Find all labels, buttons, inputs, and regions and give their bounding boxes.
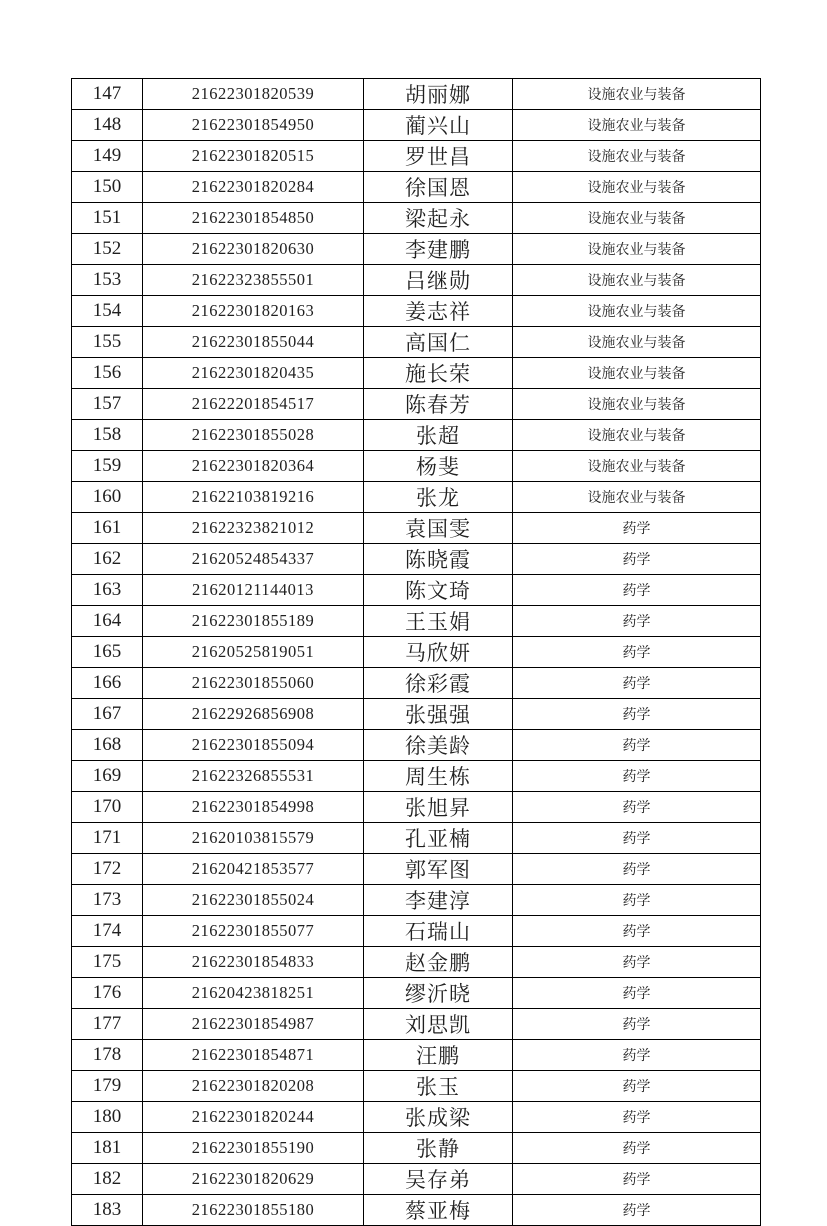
table-row <box>72 1164 761 1195</box>
serial-number-cell: 149 <box>72 141 143 172</box>
student-name-cell: 陈文琦 <box>364 575 513 606</box>
student-name-cell: 陈春芳 <box>364 389 513 420</box>
candidate-id-cell: 21622301855190 <box>143 1133 364 1164</box>
major-cell: 药学 <box>513 978 761 1009</box>
major-cell: 药学 <box>513 699 761 730</box>
student-name-cell: 蔡亚梅 <box>364 1195 513 1226</box>
serial-number-cell: 147 <box>72 79 143 110</box>
table-row <box>72 513 761 544</box>
major-cell: 药学 <box>513 637 761 668</box>
table-row <box>72 544 761 575</box>
major-cell: 药学 <box>513 606 761 637</box>
table-row <box>72 79 761 110</box>
student-name-cell: 马欣妍 <box>364 637 513 668</box>
candidate-id-cell: 21622301855024 <box>143 885 364 916</box>
student-name-cell: 张静 <box>364 1133 513 1164</box>
serial-number-cell: 160 <box>72 482 143 513</box>
candidate-id-cell: 21620103815579 <box>143 823 364 854</box>
major-cell: 设施农业与装备 <box>513 141 761 172</box>
student-name-cell: 杨斐 <box>364 451 513 482</box>
table-row <box>72 916 761 947</box>
candidate-id-cell: 21622301855189 <box>143 606 364 637</box>
major-cell: 药学 <box>513 544 761 575</box>
table-row <box>72 1071 761 1102</box>
serial-number-cell: 167 <box>72 699 143 730</box>
student-name-cell: 郭军图 <box>364 854 513 885</box>
candidate-id-cell: 21622301820630 <box>143 234 364 265</box>
table-row <box>72 1102 761 1133</box>
serial-number-cell: 155 <box>72 327 143 358</box>
candidate-id-cell: 21622301820539 <box>143 79 364 110</box>
student-name-cell: 张玉 <box>364 1071 513 1102</box>
student-name-cell: 赵金鹏 <box>364 947 513 978</box>
candidate-id-cell: 21622301855180 <box>143 1195 364 1226</box>
table-row <box>72 575 761 606</box>
serial-number-cell: 164 <box>72 606 143 637</box>
major-cell: 药学 <box>513 513 761 544</box>
student-name-cell: 汪鹏 <box>364 1040 513 1071</box>
major-cell: 设施农业与装备 <box>513 234 761 265</box>
major-cell: 设施农业与装备 <box>513 110 761 141</box>
major-cell: 药学 <box>513 947 761 978</box>
candidate-id-cell: 21622301820244 <box>143 1102 364 1133</box>
major-cell: 药学 <box>513 761 761 792</box>
student-name-cell: 徐美龄 <box>364 730 513 761</box>
serial-number-cell: 165 <box>72 637 143 668</box>
major-cell: 药学 <box>513 792 761 823</box>
serial-number-cell: 170 <box>72 792 143 823</box>
candidate-id-cell: 21620525819051 <box>143 637 364 668</box>
student-roster-table <box>71 78 761 1226</box>
student-name-cell: 石瑞山 <box>364 916 513 947</box>
major-cell: 药学 <box>513 1133 761 1164</box>
candidate-id-cell: 21622301854850 <box>143 203 364 234</box>
table-row <box>72 947 761 978</box>
table-row <box>72 482 761 513</box>
candidate-id-cell: 21620121144013 <box>143 575 364 606</box>
serial-number-cell: 153 <box>72 265 143 296</box>
serial-number-cell: 156 <box>72 358 143 389</box>
table-row <box>72 761 761 792</box>
serial-number-cell: 154 <box>72 296 143 327</box>
serial-number-cell: 150 <box>72 172 143 203</box>
candidate-id-cell: 21622301820515 <box>143 141 364 172</box>
serial-number-cell: 157 <box>72 389 143 420</box>
serial-number-cell: 177 <box>72 1009 143 1040</box>
serial-number-cell: 176 <box>72 978 143 1009</box>
table-row <box>72 854 761 885</box>
student-name-cell: 姜志祥 <box>364 296 513 327</box>
major-cell: 药学 <box>513 668 761 699</box>
major-cell: 设施农业与装备 <box>513 172 761 203</box>
major-cell: 药学 <box>513 823 761 854</box>
table-row <box>72 234 761 265</box>
candidate-id-cell: 21622301855028 <box>143 420 364 451</box>
table-row <box>72 141 761 172</box>
student-name-cell: 张强强 <box>364 699 513 730</box>
serial-number-cell: 172 <box>72 854 143 885</box>
serial-number-cell: 174 <box>72 916 143 947</box>
major-cell: 设施农业与装备 <box>513 420 761 451</box>
major-cell: 药学 <box>513 1071 761 1102</box>
major-cell: 设施农业与装备 <box>513 296 761 327</box>
student-roster-table-body <box>72 79 761 1226</box>
candidate-id-cell: 21622201854517 <box>143 389 364 420</box>
student-name-cell: 孔亚楠 <box>364 823 513 854</box>
candidate-id-cell: 21622103819216 <box>143 482 364 513</box>
table-row <box>72 1195 761 1226</box>
serial-number-cell: 173 <box>72 885 143 916</box>
serial-number-cell: 161 <box>72 513 143 544</box>
student-name-cell: 高国仁 <box>364 327 513 358</box>
serial-number-cell: 179 <box>72 1071 143 1102</box>
table-row <box>72 358 761 389</box>
table-row <box>72 203 761 234</box>
serial-number-cell: 166 <box>72 668 143 699</box>
candidate-id-cell: 21622926856908 <box>143 699 364 730</box>
student-name-cell: 张超 <box>364 420 513 451</box>
serial-number-cell: 183 <box>72 1195 143 1226</box>
table-row <box>72 389 761 420</box>
table-row <box>72 730 761 761</box>
table-row <box>72 606 761 637</box>
candidate-id-cell: 21620423818251 <box>143 978 364 1009</box>
serial-number-cell: 162 <box>72 544 143 575</box>
table-row <box>72 1009 761 1040</box>
serial-number-cell: 148 <box>72 110 143 141</box>
candidate-id-cell: 21622301820163 <box>143 296 364 327</box>
candidate-id-cell: 21622326855531 <box>143 761 364 792</box>
student-name-cell: 吕继勋 <box>364 265 513 296</box>
table-row <box>72 1040 761 1071</box>
major-cell: 设施农业与装备 <box>513 203 761 234</box>
major-cell: 药学 <box>513 885 761 916</box>
major-cell: 药学 <box>513 1009 761 1040</box>
major-cell: 药学 <box>513 854 761 885</box>
candidate-id-cell: 21622301854987 <box>143 1009 364 1040</box>
major-cell: 药学 <box>513 1195 761 1226</box>
student-name-cell: 张成梁 <box>364 1102 513 1133</box>
serial-number-cell: 159 <box>72 451 143 482</box>
table-row <box>72 1133 761 1164</box>
major-cell: 药学 <box>513 916 761 947</box>
major-cell: 药学 <box>513 575 761 606</box>
candidate-id-cell: 21622301820629 <box>143 1164 364 1195</box>
major-cell: 设施农业与装备 <box>513 358 761 389</box>
candidate-id-cell: 21622301855060 <box>143 668 364 699</box>
table-row <box>72 699 761 730</box>
major-cell: 药学 <box>513 1040 761 1071</box>
student-name-cell: 刘思凯 <box>364 1009 513 1040</box>
major-cell: 设施农业与装备 <box>513 79 761 110</box>
candidate-id-cell: 21622301820364 <box>143 451 364 482</box>
table-row <box>72 792 761 823</box>
serial-number-cell: 178 <box>72 1040 143 1071</box>
serial-number-cell: 169 <box>72 761 143 792</box>
major-cell: 设施农业与装备 <box>513 482 761 513</box>
table-row <box>72 823 761 854</box>
table-row <box>72 110 761 141</box>
serial-number-cell: 181 <box>72 1133 143 1164</box>
serial-number-cell: 171 <box>72 823 143 854</box>
candidate-id-cell: 21620421853577 <box>143 854 364 885</box>
major-cell: 设施农业与装备 <box>513 451 761 482</box>
serial-number-cell: 151 <box>72 203 143 234</box>
table-row <box>72 265 761 296</box>
table-row <box>72 637 761 668</box>
major-cell: 设施农业与装备 <box>513 327 761 358</box>
student-name-cell: 张龙 <box>364 482 513 513</box>
candidate-id-cell: 21622301820284 <box>143 172 364 203</box>
table-row <box>72 451 761 482</box>
candidate-id-cell: 21622301820208 <box>143 1071 364 1102</box>
major-cell: 药学 <box>513 1164 761 1195</box>
table-row <box>72 978 761 1009</box>
student-name-cell: 陈晓霞 <box>364 544 513 575</box>
candidate-id-cell: 21622301855077 <box>143 916 364 947</box>
serial-number-cell: 175 <box>72 947 143 978</box>
table-row <box>72 327 761 358</box>
serial-number-cell: 180 <box>72 1102 143 1133</box>
major-cell: 设施农业与装备 <box>513 265 761 296</box>
table-row <box>72 420 761 451</box>
student-name-cell: 施长荣 <box>364 358 513 389</box>
student-name-cell: 张旭昇 <box>364 792 513 823</box>
candidate-id-cell: 21622323855501 <box>143 265 364 296</box>
candidate-id-cell: 21622301854833 <box>143 947 364 978</box>
table-row <box>72 668 761 699</box>
serial-number-cell: 182 <box>72 1164 143 1195</box>
student-name-cell: 缪沂晓 <box>364 978 513 1009</box>
candidate-id-cell: 21622301854998 <box>143 792 364 823</box>
student-name-cell: 徐国恩 <box>364 172 513 203</box>
table-row <box>72 885 761 916</box>
student-name-cell: 梁起永 <box>364 203 513 234</box>
candidate-id-cell: 21622301820435 <box>143 358 364 389</box>
major-cell: 设施农业与装备 <box>513 389 761 420</box>
student-name-cell: 王玉娟 <box>364 606 513 637</box>
serial-number-cell: 158 <box>72 420 143 451</box>
student-name-cell: 胡丽娜 <box>364 79 513 110</box>
student-name-cell: 李建淳 <box>364 885 513 916</box>
candidate-id-cell: 21622323821012 <box>143 513 364 544</box>
student-name-cell: 李建鹏 <box>364 234 513 265</box>
candidate-id-cell: 21620524854337 <box>143 544 364 575</box>
student-name-cell: 罗世昌 <box>364 141 513 172</box>
table-row <box>72 296 761 327</box>
candidate-id-cell: 21622301854871 <box>143 1040 364 1071</box>
candidate-id-cell: 21622301855094 <box>143 730 364 761</box>
table-row <box>72 172 761 203</box>
major-cell: 药学 <box>513 730 761 761</box>
student-name-cell: 周生栋 <box>364 761 513 792</box>
serial-number-cell: 163 <box>72 575 143 606</box>
student-name-cell: 吴存弟 <box>364 1164 513 1195</box>
student-name-cell: 蔺兴山 <box>364 110 513 141</box>
student-name-cell: 袁国雯 <box>364 513 513 544</box>
serial-number-cell: 152 <box>72 234 143 265</box>
student-name-cell: 徐彩霞 <box>364 668 513 699</box>
candidate-id-cell: 21622301854950 <box>143 110 364 141</box>
serial-number-cell: 168 <box>72 730 143 761</box>
candidate-id-cell: 21622301855044 <box>143 327 364 358</box>
major-cell: 药学 <box>513 1102 761 1133</box>
